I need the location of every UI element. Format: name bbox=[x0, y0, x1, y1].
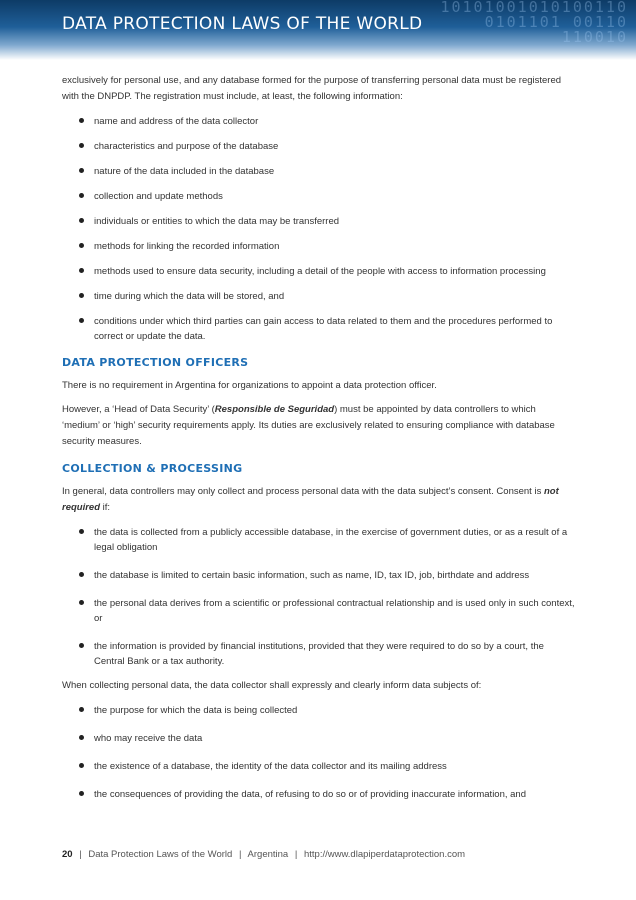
intro-paragraph: exclusively for personal use, and any database formed for the purpose of transferring personal data must be registered with the DNPDP. The registration must include, at least, the following information: bbox=[62, 75, 562, 102]
list-item: characteristics and purpose of the database bbox=[62, 139, 576, 154]
list-item: methods for linking the recorded information bbox=[62, 239, 576, 254]
bullet-icon bbox=[79, 763, 84, 768]
list-item: the consequences of providing the data, of refusing to do so or of providing inaccurate information, and bbox=[62, 787, 576, 802]
page-content bbox=[62, 73, 576, 802]
bullet-icon bbox=[79, 735, 84, 740]
list-item: nature of the data included in the database bbox=[62, 164, 576, 179]
list-item: the personal data derives from a scientific or professional contractual relationship and is used only in such context, or bbox=[62, 596, 576, 626]
registration-list bbox=[62, 114, 576, 344]
list-item: conditions under which third parties can gain access to data related to them and the procedures performed to correct or update the data. bbox=[62, 314, 576, 344]
list-item: name and address of the data collector bbox=[62, 114, 576, 129]
list-item: who may receive the data bbox=[62, 731, 576, 746]
bullet-icon bbox=[79, 600, 84, 605]
dpo-paragraph-1: There is no requirement in Argentina for organizations to appoint a data protection officer. bbox=[62, 380, 437, 391]
footer-separator: | bbox=[79, 849, 82, 860]
collection-paragraph-2: When collecting personal data, the data collector shall expressly and clearly inform data subjects of: bbox=[62, 680, 482, 691]
list-item: the data is collected from a publicly accessible database, in the exercise of government duties, or as a result of a legal obligation bbox=[62, 525, 576, 555]
bullet-icon bbox=[79, 143, 84, 148]
list-item: methods used to ensure data security, including a detail of the people with access to information processing bbox=[62, 264, 576, 279]
section-heading-dpo: DATA PROTECTION OFFICERS bbox=[62, 356, 249, 369]
bullet-icon bbox=[79, 243, 84, 248]
list-item: collection and update methods bbox=[62, 189, 576, 204]
page-number: 20 bbox=[62, 849, 73, 860]
list-item: the existence of a database, the identity of the data collector and its mailing address bbox=[62, 759, 576, 774]
inform-list bbox=[62, 703, 576, 802]
bullet-icon bbox=[79, 643, 84, 648]
bullet-icon bbox=[79, 293, 84, 298]
header-banner bbox=[0, 0, 636, 60]
bullet-icon bbox=[79, 268, 84, 273]
collection-paragraph-1: In general, data controllers may only collect and process personal data with the data subject’s consent. Consent is not required if: bbox=[62, 486, 559, 513]
list-item: the purpose for which the data is being collected bbox=[62, 703, 576, 718]
section-heading-collection: COLLECTION & PROCESSING bbox=[62, 462, 243, 475]
footer-separator: | bbox=[294, 849, 298, 860]
footer-country: Argentina bbox=[247, 849, 289, 860]
list-item: time during which the data will be stored, and bbox=[62, 289, 576, 304]
dpo-paragraph-2: However, a ‘Head of Data Security’ (Responsible de Seguridad) must be appointed by data controllers to which ‘medium’ or ‘high’ security requirements apply. Its duties are exclusively related to ensuring compliance with database security measures. bbox=[62, 404, 555, 447]
footer-url-link[interactable]: http://www.dlapiperdataprotection.com bbox=[303, 849, 466, 860]
bullet-icon bbox=[79, 572, 84, 577]
footer-doc-title: Data Protection Laws of the World bbox=[88, 849, 233, 860]
bullet-icon bbox=[79, 193, 84, 198]
footer-separator: | bbox=[238, 849, 242, 860]
list-item: the database is limited to certain basic information, such as name, ID, tax ID, job, birthdate and address bbox=[62, 568, 576, 583]
list-item: individuals or entities to which the data may be transferred bbox=[62, 214, 576, 229]
bullet-icon bbox=[79, 168, 84, 173]
bullet-icon bbox=[79, 218, 84, 223]
bullet-icon bbox=[79, 318, 84, 323]
bullet-icon bbox=[79, 118, 84, 123]
list-item: the information is provided by financial institutions, provided that they were required to do so by a court, the Central Bank or a tax authority. bbox=[62, 639, 576, 669]
page-header-title: DATA PROTECTION LAWS OF THE WORLD bbox=[62, 14, 423, 34]
binary-decoration: 10101001010100110 0101101 00110 110010 bbox=[440, 0, 628, 46]
bullet-icon bbox=[79, 707, 84, 712]
bullet-icon bbox=[79, 529, 84, 534]
bullet-icon bbox=[79, 791, 84, 796]
consent-exceptions-list bbox=[62, 525, 576, 669]
page-footer bbox=[62, 849, 465, 860]
